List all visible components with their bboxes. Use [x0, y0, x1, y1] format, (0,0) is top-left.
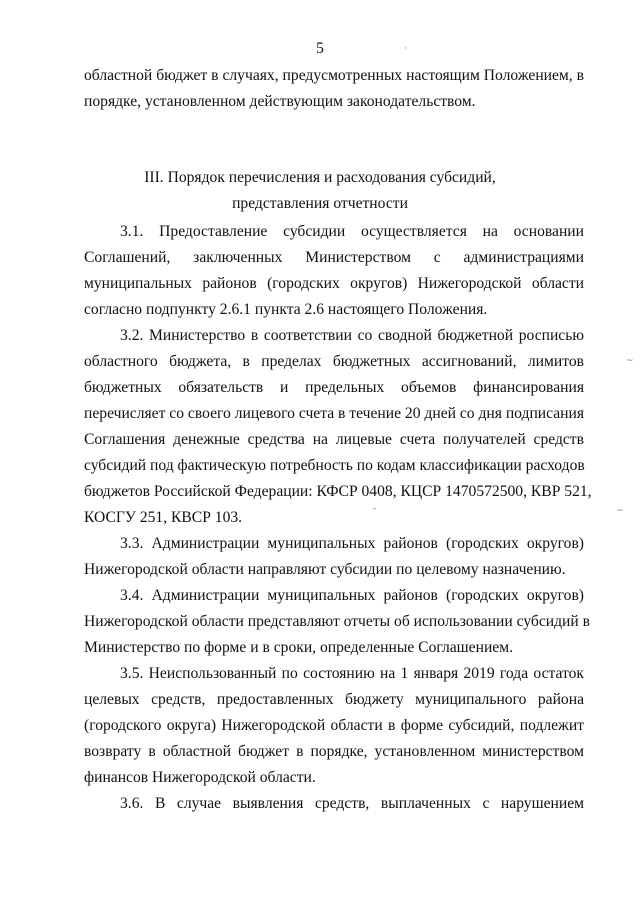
p32-line-1: 3.2. Министерство в соответствии со сводной бюджетной росписью: [120, 327, 584, 344]
p31-line-3: муниципальных районов (городских округов) Нижегородской области: [84, 275, 584, 292]
p32-line-4: перечисляет со своего лицевого счета в течение 20 дней со дня подписания: [84, 405, 585, 422]
p35-line-4: возврату в областной бюджет в порядке, установленном министерством: [84, 743, 584, 760]
p31-line-4: согласно подпункту 2.6.1 пункта 2.6 настоящего Положения.: [84, 301, 488, 318]
p34-line-1: 3.4. Администрации муниципальных районов (городских округов): [120, 587, 584, 604]
p32-line-8: КОСГУ 251, КВСР 103.: [84, 509, 243, 526]
section-title-line-2: представления отчетности: [232, 195, 408, 212]
p33-line-2: Нижегородской области направляют субсидии по целевому назначению.: [84, 561, 566, 578]
section-title-line-1: III. Порядок перечисления и расходования субсидий,: [144, 169, 496, 186]
p32-line-3: бюджетных обязательств и предельных объемов финансирования: [84, 379, 584, 396]
p32-line-6: субсидий под фактическую потребность по кодам классификации расходов: [84, 457, 585, 474]
p35-line-1: 3.5. Неиспользованный по состоянию на 1 января 2019 года остаток: [120, 665, 584, 682]
p33-line-1: 3.3. Администрации муниципальных районов (городских округов): [120, 535, 584, 552]
scan-speck: ~: [626, 356, 634, 366]
scan-speck: ·: [404, 44, 407, 54]
p32-line-5: Соглашения денежные средства на лицевые счета получателей средств: [84, 431, 584, 448]
p35-line-2: целевых средств, предоставленных бюджету муниципального района: [84, 691, 584, 708]
p36-line-1: 3.6. В случае выявления средств, выплаченных с нарушением: [120, 795, 584, 812]
p31-line-2: Соглашений, заключенных Министерством с администрациями: [84, 249, 584, 266]
intro-line-1: областной бюджет в случаях, предусмотренных настоящим Положением, в: [84, 67, 584, 84]
scan-speck: ~: [616, 506, 624, 516]
p34-line-3: Министерство по форме и в сроки, определенные Соглашением.: [84, 639, 513, 656]
intro-line-2: порядке, установленном действующим законодательством.: [84, 93, 476, 110]
p34-line-2: Нижегородской области представляют отчеты об использовании субсидий в: [84, 613, 591, 630]
p35-line-3: (городского округа) Нижегородской области в форме субсидий, подлежит: [84, 717, 584, 734]
p35-line-5: финансов Нижегородской области.: [84, 769, 316, 786]
p31-line-1: 3.1. Предоставление субсидии осуществляется на основании: [120, 223, 584, 240]
scan-speck: ˜: [372, 508, 377, 518]
page-number: 5: [316, 40, 324, 57]
p32-line-7: бюджетов Российской Федерации: КФСР 0408, КЦСР 1470572500, КВР 521,: [84, 483, 592, 500]
p32-line-2: областного бюджета, в пределах бюджетных ассигнований, лимитов: [84, 353, 584, 370]
